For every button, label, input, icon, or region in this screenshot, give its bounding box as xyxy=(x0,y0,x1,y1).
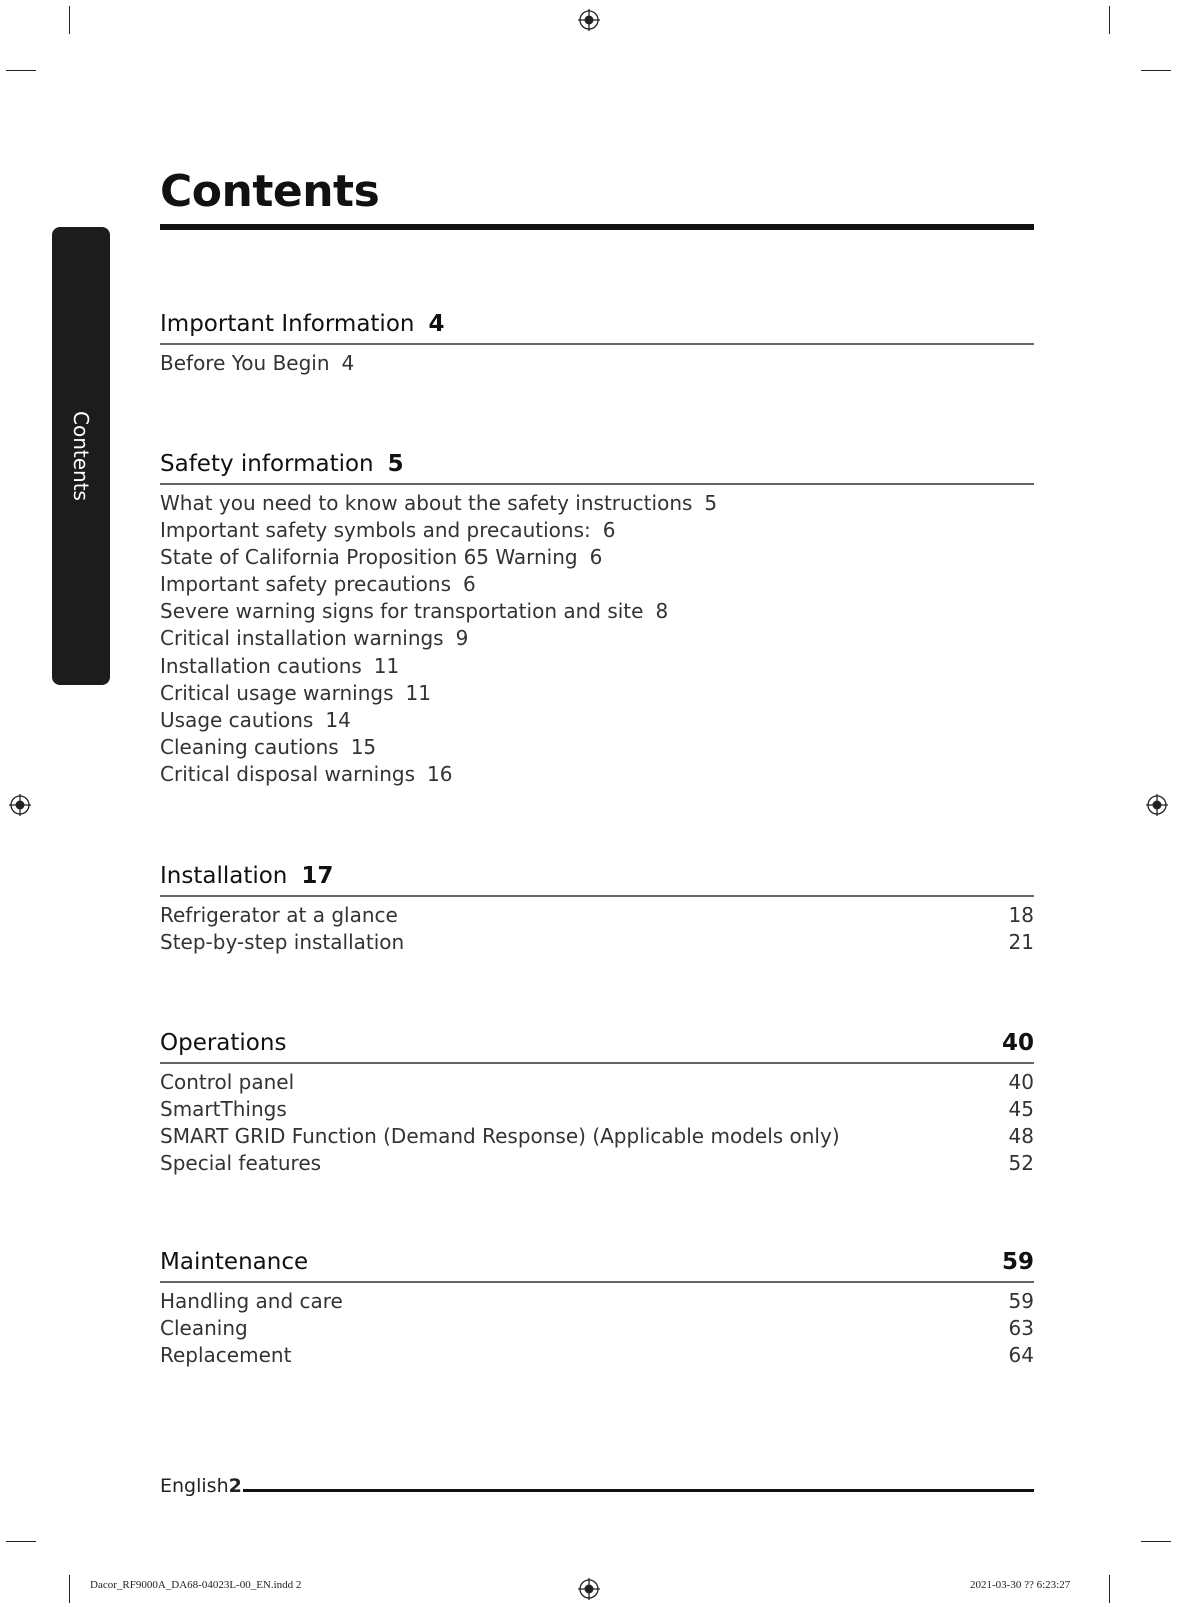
entry-page-number: 6 xyxy=(589,545,603,570)
crop-mark xyxy=(69,6,70,34)
crop-mark xyxy=(6,70,36,71)
section-page-number: 59 xyxy=(1001,1249,1034,1275)
entry-label: Replacement xyxy=(160,1343,292,1368)
side-tab-label: Contents xyxy=(69,411,93,501)
entry-page-number: 40 xyxy=(1008,1070,1034,1094)
entry-list xyxy=(160,1064,1034,1177)
toc-entry[interactable] xyxy=(160,707,1034,734)
section-heading[interactable] xyxy=(160,861,1034,897)
toc-entry[interactable] xyxy=(160,350,1034,377)
entry-label: Handling and care xyxy=(160,1289,343,1313)
section-page-number: 17 xyxy=(301,863,334,889)
entry-list xyxy=(160,1283,1034,1369)
footer-page-label xyxy=(160,1475,242,1497)
print-file-info: Dacor_RF9000A_DA68-04023L-00_EN.indd 2 xyxy=(90,1579,302,1591)
footer-language: English xyxy=(160,1475,229,1497)
toc-entry[interactable] xyxy=(160,1315,1034,1342)
page-title: Contents xyxy=(160,166,380,217)
entry-page-number: 6 xyxy=(602,518,616,543)
toc-entry[interactable] xyxy=(160,517,1034,544)
entry-list xyxy=(160,485,1034,788)
toc-section xyxy=(160,861,1034,956)
toc-entry[interactable] xyxy=(160,761,1034,788)
entry-page-number: 9 xyxy=(455,626,469,651)
footer-rule xyxy=(243,1489,1034,1492)
entry-page-number: 63 xyxy=(1008,1316,1034,1341)
registration-mark-icon xyxy=(578,9,600,31)
crop-mark xyxy=(1109,1575,1110,1603)
section-heading[interactable] xyxy=(160,1028,1034,1064)
entry-page-number: 15 xyxy=(350,734,377,759)
section-page-number: 40 xyxy=(1001,1030,1034,1056)
toc-section xyxy=(160,1028,1034,1177)
entry-page-number: 14 xyxy=(325,707,351,732)
entry-label: Before You Begin xyxy=(160,351,330,375)
entry-page-number: 6 xyxy=(463,572,476,597)
entry-label: Important safety symbols and precautions: xyxy=(160,518,591,543)
toc-section xyxy=(160,1247,1034,1369)
toc-entry[interactable] xyxy=(160,653,1034,680)
entry-label: What you need to know about the safety instructions xyxy=(160,491,693,515)
toc-entry[interactable] xyxy=(160,734,1034,761)
entry-list xyxy=(160,345,1034,377)
entry-label: Critical disposal warnings xyxy=(160,761,416,786)
section-heading[interactable] xyxy=(160,309,1034,345)
toc-entry[interactable] xyxy=(160,490,1034,517)
entry-page-number: 45 xyxy=(1008,1097,1034,1122)
toc-entry[interactable] xyxy=(160,902,1034,929)
entry-list xyxy=(160,897,1034,956)
section-page-number: 5 xyxy=(387,451,404,477)
entry-label: Step-by-step installation xyxy=(160,930,405,955)
toc-entry[interactable] xyxy=(160,1096,1034,1123)
registration-mark-icon xyxy=(9,794,31,816)
registration-mark-icon xyxy=(1146,794,1168,816)
entry-label: Critical usage warnings xyxy=(160,680,394,705)
toc-entry[interactable] xyxy=(160,1288,1034,1315)
toc-entry[interactable] xyxy=(160,625,1034,652)
section-title: Operations xyxy=(160,1030,287,1056)
footer-page-number: 2 xyxy=(228,1475,242,1497)
toc-section xyxy=(160,309,1034,377)
entry-page-number: 21 xyxy=(1008,930,1034,955)
section-page-number: 4 xyxy=(428,311,445,337)
entry-page-number: 5 xyxy=(704,491,718,515)
entry-page-number: 18 xyxy=(1008,903,1034,927)
entry-label: Cleaning xyxy=(160,1316,248,1341)
print-timestamp: 2021-03-30 ?? 6:23:27 xyxy=(970,1579,1071,1591)
entry-page-number: 48 xyxy=(1008,1124,1034,1149)
entry-label: Cleaning cautions xyxy=(160,734,339,759)
entry-label: SmartThings xyxy=(160,1097,287,1122)
entry-label: Installation cautions xyxy=(160,653,362,678)
entry-label: Refrigerator at a glance xyxy=(160,903,398,927)
section-heading[interactable] xyxy=(160,1247,1034,1283)
entry-page-number: 11 xyxy=(373,653,400,678)
section-title: Safety information 5 xyxy=(160,451,404,477)
entry-page-number: 52 xyxy=(1008,1151,1034,1176)
entry-label: Special features xyxy=(160,1151,322,1176)
section-title: Installation 17 xyxy=(160,863,334,889)
toc-entry[interactable] xyxy=(160,680,1034,707)
crop-mark xyxy=(69,1575,70,1603)
entry-page-number: 64 xyxy=(1008,1343,1034,1368)
entry-label: Critical installation warnings xyxy=(160,626,444,651)
entry-label: SMART GRID Function (Demand Response) (Applicable models only) xyxy=(160,1124,840,1149)
section-title: Important Information 4 xyxy=(160,311,445,337)
toc-entry[interactable] xyxy=(160,598,1034,625)
toc-entry[interactable] xyxy=(160,1069,1034,1096)
toc-entry[interactable] xyxy=(160,1123,1034,1150)
entry-page-number: 16 xyxy=(427,761,453,786)
entry-page-number: 4 xyxy=(341,351,355,375)
toc-entry[interactable] xyxy=(160,571,1034,598)
toc-entry[interactable] xyxy=(160,544,1034,571)
toc-entry[interactable] xyxy=(160,1150,1034,1177)
entry-label: State of California Proposition 65 Warning xyxy=(160,545,578,570)
crop-mark xyxy=(1141,70,1171,71)
entry-label: Usage cautions xyxy=(160,707,314,732)
section-title: Maintenance xyxy=(160,1249,309,1275)
entry-label: Control panel xyxy=(160,1070,295,1094)
entry-label: Severe warning signs for transportation and site xyxy=(160,599,644,624)
crop-mark xyxy=(1141,1541,1171,1542)
crop-mark xyxy=(6,1541,36,1542)
toc-entry[interactable] xyxy=(160,929,1034,956)
entry-page-number: 8 xyxy=(655,599,669,624)
entry-label: Important safety precautions xyxy=(160,572,452,597)
title-rule xyxy=(160,224,1034,230)
registration-mark-icon xyxy=(578,1578,600,1600)
entry-page-number: 11 xyxy=(405,680,431,705)
entry-page-number: 59 xyxy=(1008,1289,1034,1313)
toc-section xyxy=(160,449,1034,788)
toc-entry[interactable] xyxy=(160,1342,1034,1369)
section-heading[interactable] xyxy=(160,449,1034,485)
crop-mark xyxy=(1109,6,1110,34)
